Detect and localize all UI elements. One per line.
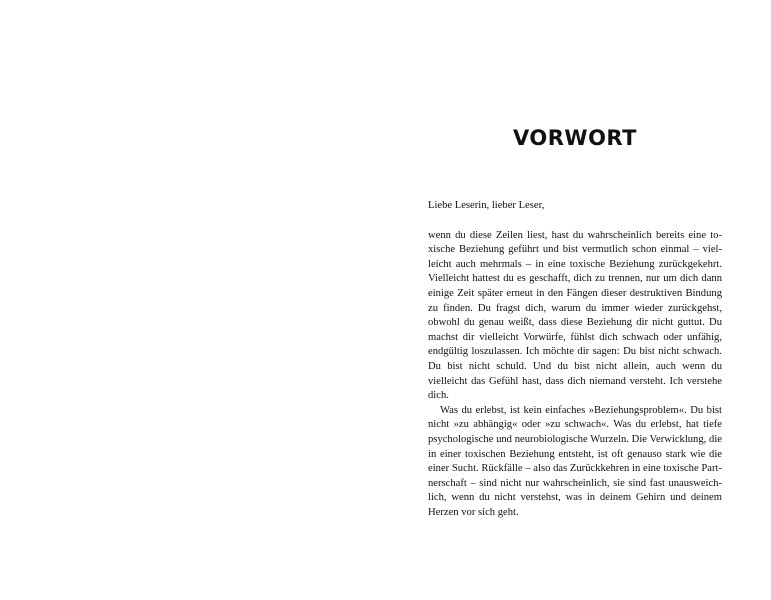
paragraph-1: wenn du diese Zeilen liest, hast du wahrscheinlich bereits eine toxische Beziehung geführt und bist vermutlich schon einmal – vielleicht auch mehrmals – in eine toxische Beziehung zurückgekehrt. Vielleicht hattest du es geschafft, dich zu trennen, nur um dich dann einige Zeit später erneut in den Fängen dieser destruktiven Bindung zu finden. Du fragst dich, warum du immer wieder zurückgehst, obwohl du genau weißt, dass diese Beziehung dir nicht guttut. Du machst dir vielleicht Vorwürfe, fühlst dich schwach oder unfähig, endgültig loszulassen. Ich möchte dir sagen: Du bist nicht schwach. Du bist nicht schuld. Und du bist nicht allein, auch wenn du vielleicht das Gefühl hast, dass dich niemand versteht. Ich verstehe dich. xyxy=(428,229,722,402)
body-text xyxy=(428,199,722,520)
salutation: Liebe Leserin, lieber Leser, xyxy=(428,200,545,211)
paragraph-2: Was du erlebst, ist kein einfaches »Beziehungsproblem«. Du bist nicht »zu abhängig« oder »zu schwach«. Was du erlebst, hat tiefe psychologische und neurobiologische Wurzeln. Die Verwicklung, die in einer toxischen Beziehung entsteht, ist oft genauso stark wie die einer Sucht. Rückfälle – also das Zurückkehren in eine toxische Partnerschaft – sind nicht nur wahrscheinlich, sie sind fast unausweichlich, wenn du nicht verstehst, was in deinem Gehirn und deinem Herzen vor sich geht. xyxy=(428,404,722,518)
left-page xyxy=(0,0,385,600)
chapter-title: VORWORT xyxy=(513,126,637,150)
